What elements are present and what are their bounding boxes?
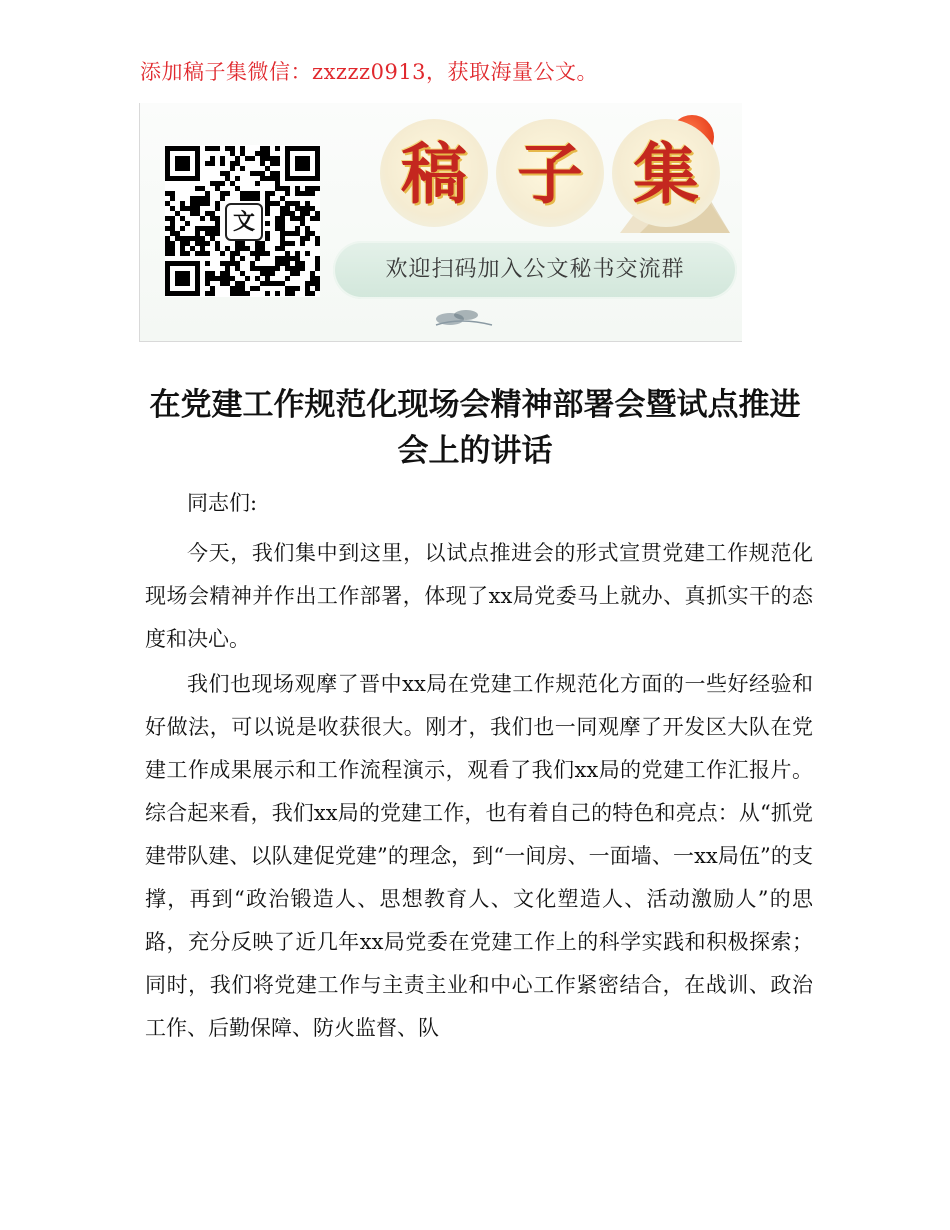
paragraph-1-text: 今天，我们集中到这里，以试点推进会的形式宣贯党建工作规范化现场会精神并作出工作部署，体现了xx局党委马上就办、真抓实干的态度和决心。 bbox=[145, 541, 813, 651]
qr-center-logo: 文 bbox=[225, 203, 263, 241]
welcome-strip bbox=[333, 241, 737, 299]
welcome-text: 欢迎扫码加入公文秘书交流群 bbox=[385, 257, 685, 282]
salutation-text: 同志们: bbox=[187, 491, 258, 515]
paragraph-2 bbox=[145, 663, 813, 1050]
brand-char-1: 稿 bbox=[401, 135, 467, 213]
promo-banner bbox=[139, 103, 742, 342]
salutation bbox=[145, 482, 813, 525]
paragraph-2-text: 我们也现场观摩了晋中xx局在党建工作规范化方面的一些好经验和好做法，可以说是收获很大。刚才，我们也一同观摩了开发区大队在党建工作成果展示和工作流程演示，观看了我们xx局的党建工作汇报片。综合起来看，我们xx局的党建工作，也有着自己的特色和亮点：从“抓党建带队建、以队建促党建”的理念，到“一间房、一面墙、一xx局伍”的支撑，再到“政治锻造人、思想教育人、文化塑造人、活动激励人”的思路，充分反映了近几年xx局党委在党建工作上的科学实践和积极探索；同时，我们将党建工作与主责主业和中心工作紧密结合，在战训、政治工作、后勤保障、防火监督、队 bbox=[145, 672, 813, 1040]
brand-char-2: 子 bbox=[517, 135, 583, 213]
document-title: 在党建工作规范化现场会精神部署会暨试点推进会上的讲话 bbox=[149, 387, 801, 469]
brand-char-3: 集 bbox=[633, 135, 699, 213]
brand-logo bbox=[380, 111, 740, 231]
promo-line: 添加稿子集微信：zxzzz0913，获取海量公文。 bbox=[140, 60, 599, 84]
paragraph-1 bbox=[145, 532, 813, 661]
qr-code bbox=[165, 145, 320, 297]
cloud-decoration bbox=[430, 303, 500, 331]
